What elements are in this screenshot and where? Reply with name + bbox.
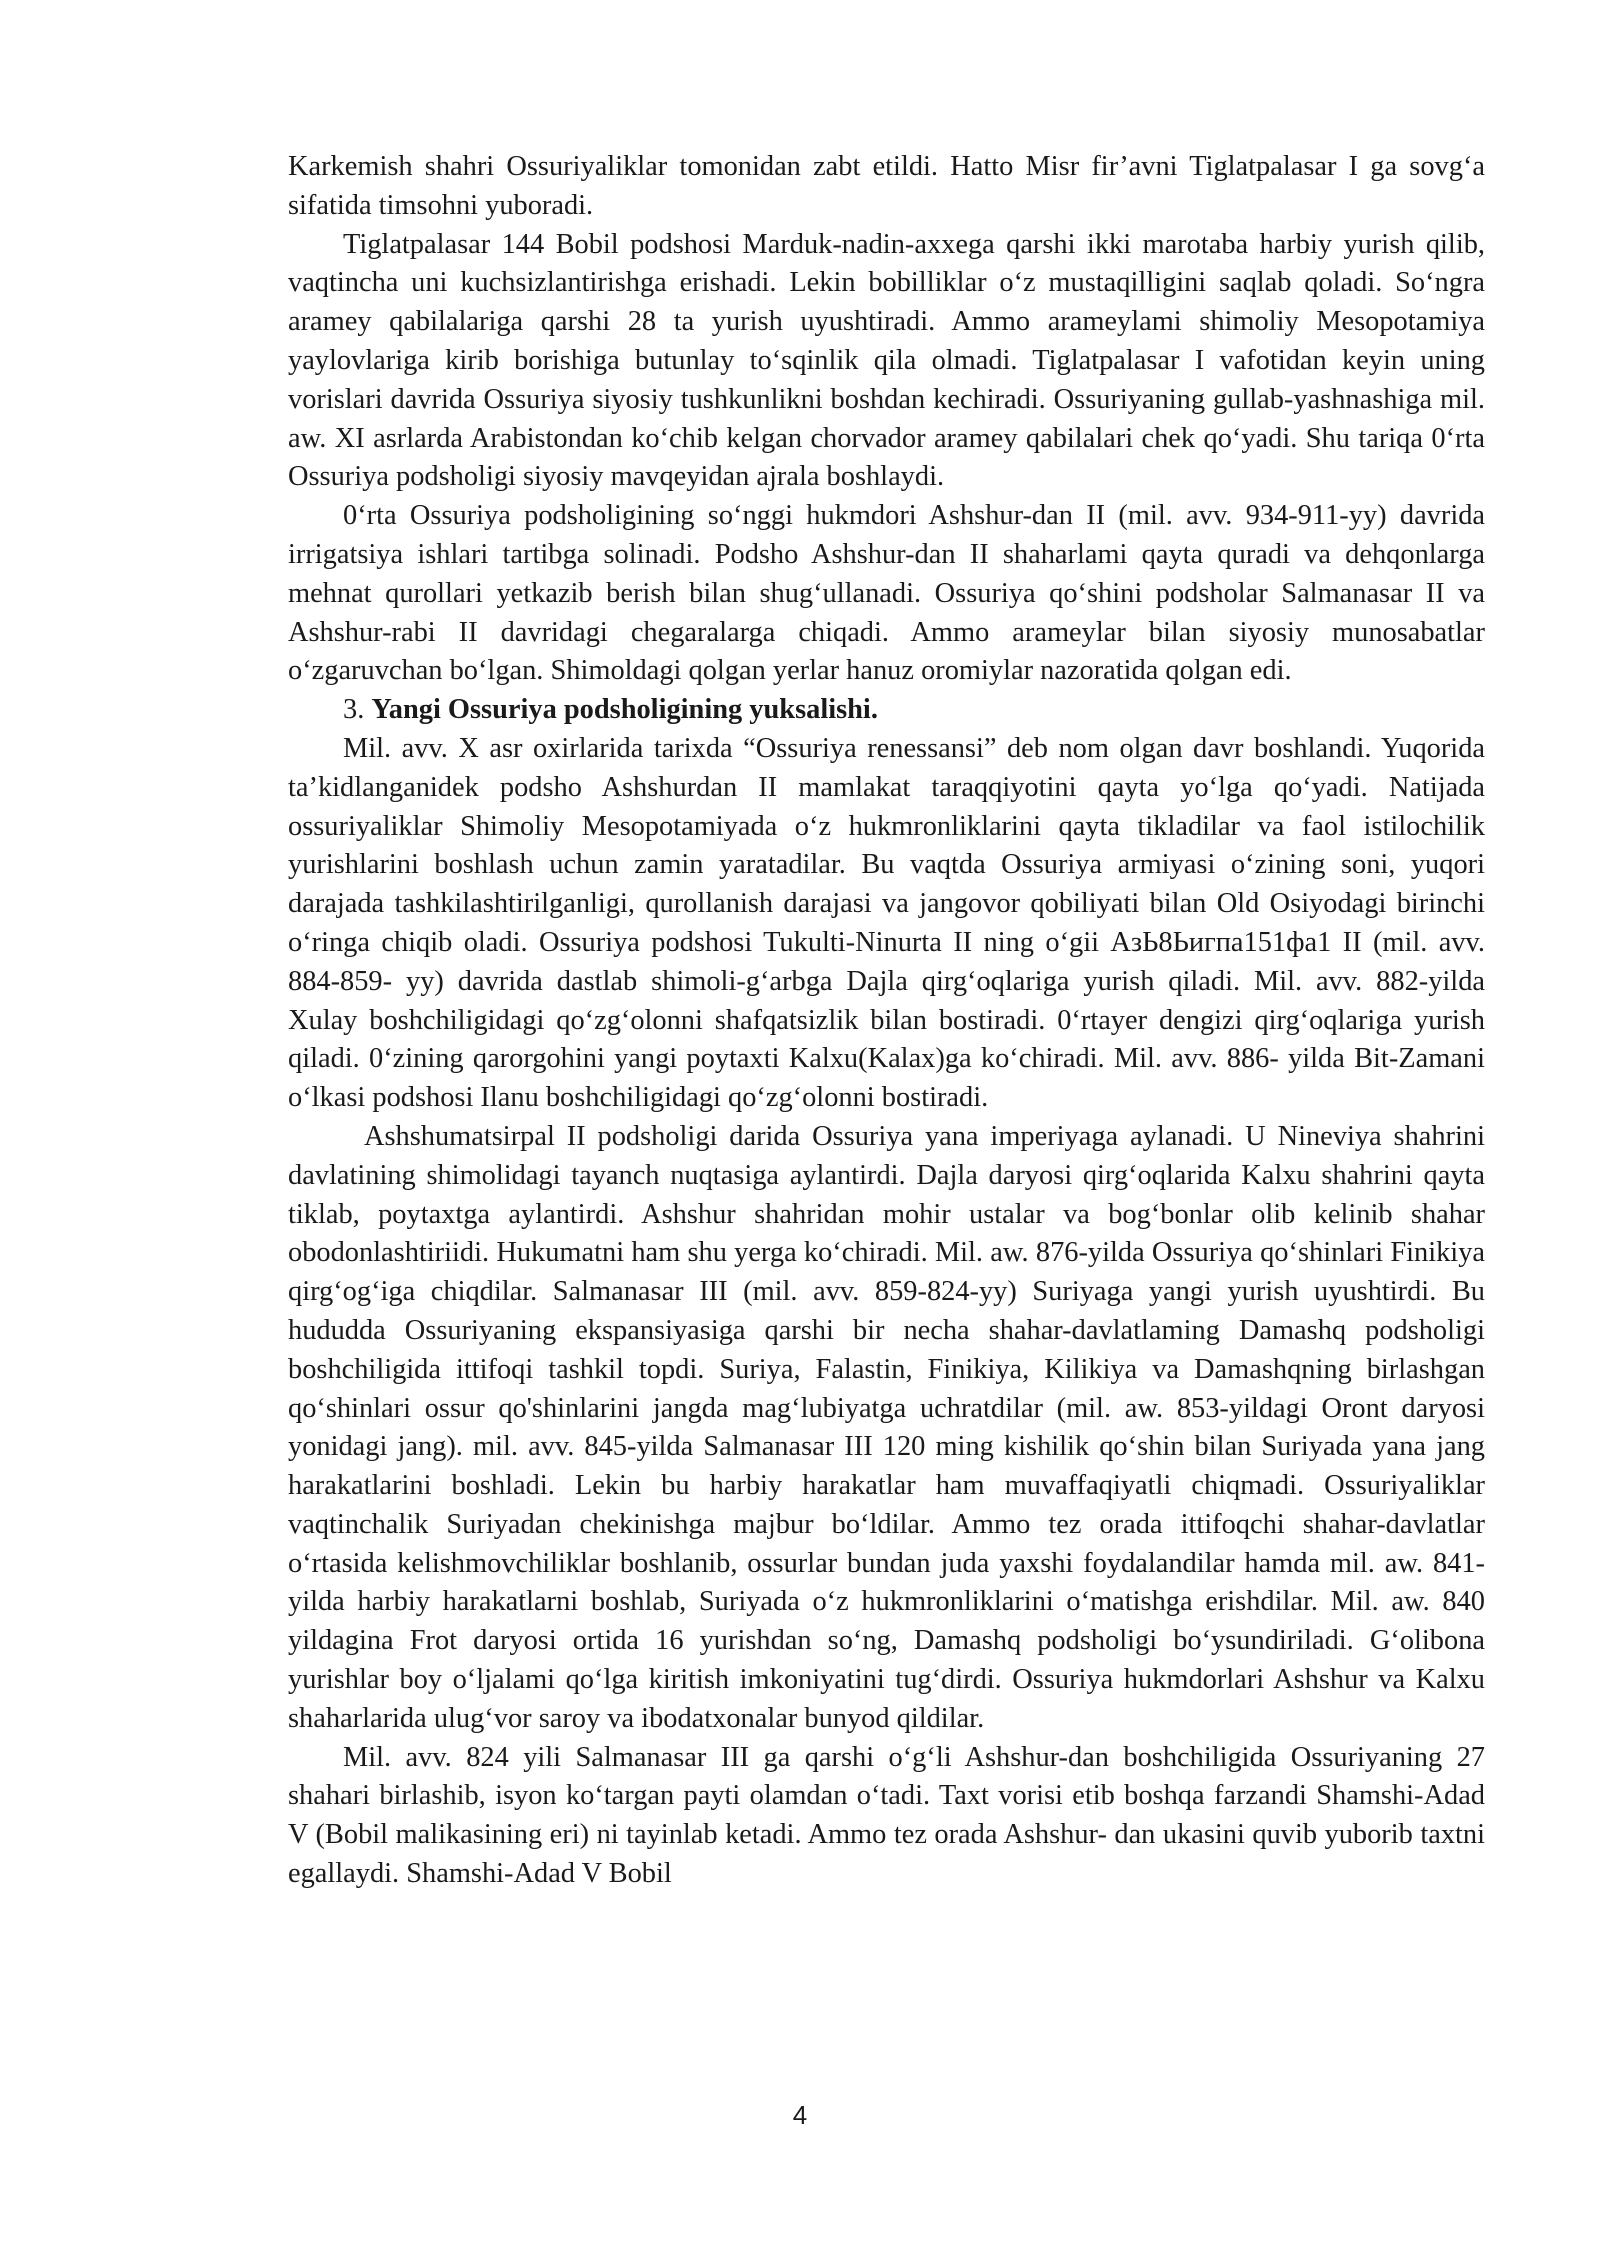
paragraph-2: Tiglatpalasar 144 Bobil podshosi Marduk-nadin-axxega qarshi ikki marotaba harbiy yurish qilib, vaqtincha uni kuchsizlantirishga erishadi. Lekin bobilliklar o‘z mustaqilligini saqlab qoladi. So‘ngra aramey qabilalariga qarshi 28 ta yurish uyushtiradi. Ammo arameylami shimoliy Mesopotamiya yaylovlariga kirib borishiga butunlay to‘sqinlik qila olmadi. Tiglatpalasar I vafotidan keyin uning vorislari davrida Ossuriya siyosiy tushkunlikni boshdan kechiradi. Ossuriyaning gullab-yashnashiga mil. aw. XI asrlarda Arabistondan ko‘chib kelgan chorvador aramey qabilalari chek qo‘yadi. Shu tariqa 0‘rta Ossuriya podsholigi siyosiy mavqeyidan ajrala boshlaydi. xyxy=(288,228,1485,493)
section-title: Yangi Ossuriya podsholigining yuksalishi. xyxy=(371,694,878,726)
section-heading xyxy=(288,691,1485,730)
document-page xyxy=(288,148,1485,1894)
paragraph-6: Mil. avv. 824 yili Salmanasar III ga qarshi o‘g‘li Ashshur-dan boshchiligida Ossuriyaning 27 shahari birlashib, isyon ko‘targan payti olamdan o‘tadi. Taxt vorisi etib boshqa farzandi Shamshi-Adad V (Bobil malikasining eri) ni tayinlab ketadi. Ammo tez orada Ashshur- dan ukasini quvib yuborib taxtni egallaydi. Shamshi-Adad V Bobil xyxy=(288,1741,1485,1890)
page-number: 4 xyxy=(792,2100,808,2130)
paragraph-4: Mil. avv. X asr oxirlarida tarixda “Ossuriya renessansi” deb nom olgan davr boshlandi. Yuqorida ta’kidlanganidek podsho Ashshurdan II mamlakat taraqqiyotini qayta yo‘lga qo‘yadi. Natijada ossuriyaliklar Shimoliy Mesopotamiyada o‘z hukmronliklarini qayta tikladilar va faol istilochilik yurishlarini boshlash uchun zamin yaratadilar. Bu vaqtda Ossuriya armiyasi o‘zining soni, yuqori darajada tashkilashtirilganligi, qurollanish darajasi va jangovor qobiliyati bilan Old Osiyodagi birinchi o‘ringa chiqib oladi. Ossuriya podshosi Tukulti-Ninurta II ning o‘gii АзЬ8Ьигпа151фа1 II (mil. avv. 884-859- yy) davrida dastlab shimoli-g‘arbga Dajla qirg‘oqlariga yurish qiladi. Mil. avv. 882-yilda Xulay boshchiligidagi qo‘zg‘olonni shafqatsizlik bilan bostiradi. 0‘rtayer dengizi qirg‘oqlariga yurish qiladi. 0‘zining qarorgohini yangi poytaxti Kalxu(Kalax)ga ko‘chiradi. Mil. avv. 886- yilda Bit-Zamani o‘lkasi podshosi Ilanu boshchiligidagi qo‘zg‘olonni bostiradi. xyxy=(288,732,1485,1114)
paragraph-1: Karkemish shahri Ossuriyaliklar tomonidan zabt etildi. Hatto Misr fir’avni Tiglatpalasar I ga sovg‘a sifatida timsohni yuboradi. xyxy=(288,151,1485,221)
section-number: 3. xyxy=(343,694,365,726)
paragraph-5: Ashshumatsirpal II podsholigi darida Ossuriya yana imperiyaga aylanadi. U Nineviya shahrini davlatining shimolidagi tayanch nuqtasiga aylantirdi. Dajla daryosi qirg‘oqlarida Kalxu shahrini qayta tiklab, poytaxtga aylantirdi. Ashshur shahridan mohir ustalar va bog‘bonlar olib kelinib shahar obodonlashtiriidi. Hukumatni ham shu yerga ko‘chiradi. Mil. aw. 876-yilda Ossuriya qo‘shinlari Finikiya qirg‘og‘iga chiqdilar. Salmanasar III (mil. avv. 859-824-yy) Suriyaga yangi yurish uyushtirdi. Bu hududda Ossuriyaning ekspansiyasiga qarshi bir necha shahar-davlatlaming Damashq podsholigi boshchiligida ittifoqi tashkil topdi. Suriya, Falastin, Finikiya, Kilikiya va Damashqning birlashgan qo‘shinlari ossur qo'shinlarini jangda mag‘lubiyatga uchratdilar (mil. aw. 853-yildagi Oront daryosi yonidagi jang). mil. avv. 845-yilda Salmanasar III 120 ming kishilik qo‘shin bilan Suriyada yana jang harakatlarini boshladi. Lekin bu harbiy harakatlar ham muvaffaqiyatli chiqmadi. Ossuriyaliklar vaqtinchalik Suriyadan chekinishga majbur bo‘ldilar. Ammo tez orada ittifoqchi shahar-davlatlar o‘rtasida kelishmovchiliklar boshlanib, ossurlar bundan juda yaxshi foydalandilar hamda mil. aw. 841-yilda harbiy harakatlarni boshlab, Suriyada o‘z hukmronliklarini o‘matishga erishdilar. Mil. aw. 840 yildagina Frot daryosi ortida 16 yurishdan so‘ng, Damashq podsholigi bo‘ysundiriladi. G‘olibona yurishlar boy o‘ljalami qo‘lga kiritish imkoniyatini tug‘dirdi. Ossuriya hukmdorlari Ashshur va Kalxu shaharlarida ulug‘vor saroy va ibodatxonalar bunyod qildilar. xyxy=(288,1120,1485,1734)
paragraph-3: 0‘rta Ossuriya podsholigining so‘nggi hukmdori Ashshur-dan II (mil. avv. 934-911-yy) davrida irrigatsiya ishlari tartibga solinadi. Podsho Ashshur-dan II shaharlami qayta quradi va dehqonlarga mehnat qurollari yetkazib berish bilan shug‘ullanadi. Ossuriya qo‘shini podsholar Salmanasar II va Ashshur-rabi II davridagi chegaralarga chiqadi. Ammo arameylar bilan siyosiy munosabatlar o‘zgaruvchan bo‘lgan. Shimoldagi qolgan yerlar hanuz oromiylar nazoratida qolgan edi. xyxy=(288,500,1485,687)
